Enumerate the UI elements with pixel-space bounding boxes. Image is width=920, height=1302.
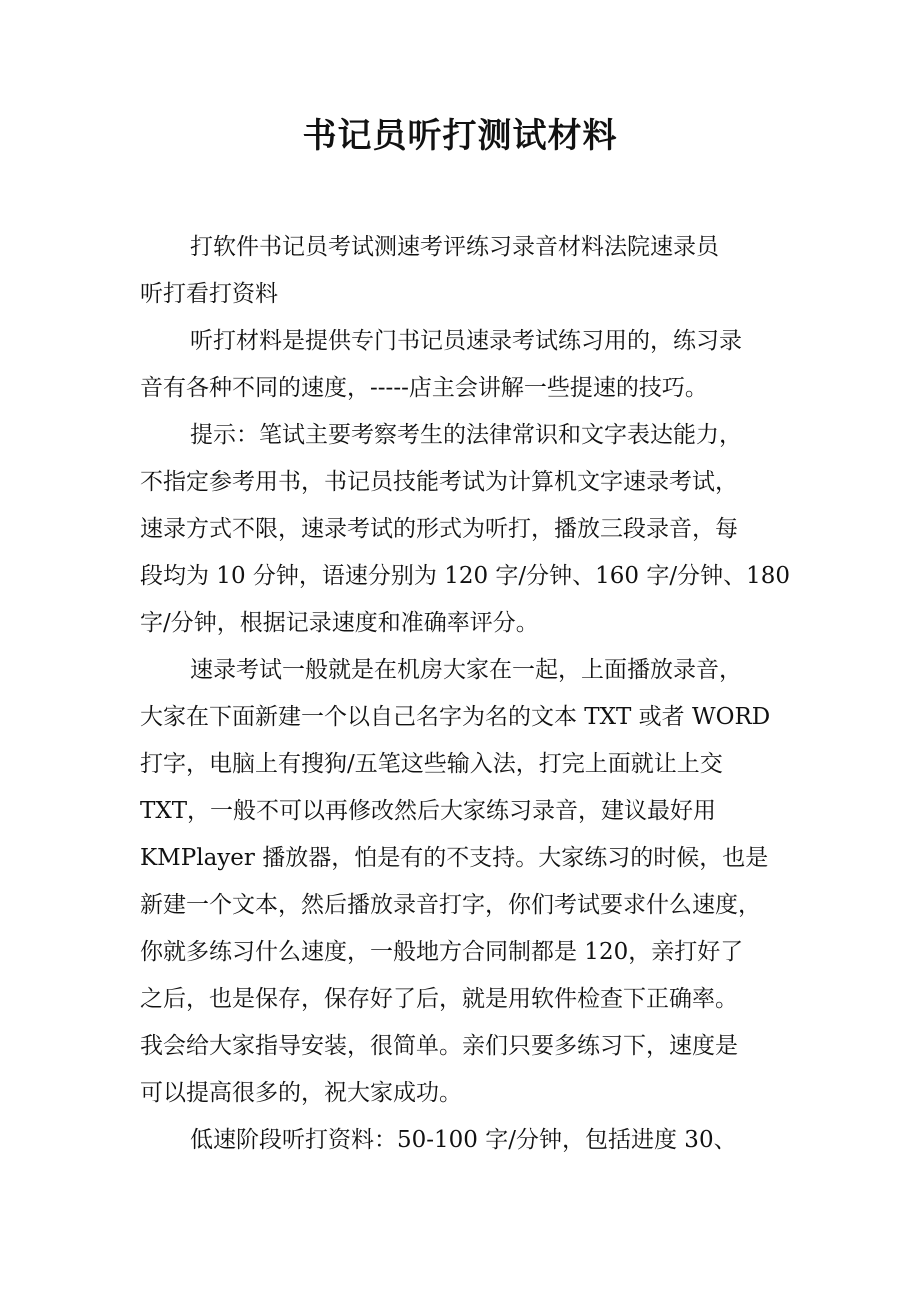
- paragraph-line: 可以提高很多的，祝大家成功。: [140, 1080, 462, 1106]
- paragraph-line: TXT，一般不可以再修改然后大家练习录音，建议最好用: [140, 798, 717, 824]
- paragraph-line: 速录考试一般就是在机房大家在一起，上面播放录音，: [190, 657, 742, 683]
- paragraph-line: 字/分钟，根据记录速度和准确率评分。: [140, 610, 539, 636]
- paragraph-line: 大家在下面新建一个以自己名字为名的文本 TXT 或者 WORD: [140, 704, 771, 730]
- paragraph-line: 不指定参考用书，书记员技能考试为计算机文字速录考试，: [140, 469, 738, 495]
- paragraph-line: 打字，电脑上有搜狗/五笔这些输入法，打完上面就让上交: [140, 751, 723, 777]
- paragraph-line: 听打看打资料: [140, 281, 278, 307]
- paragraph-line: 听打材料是提供专门书记员速录考试练习用的，练习录: [190, 328, 742, 354]
- paragraph: [140, 412, 800, 647]
- document-body: [140, 224, 800, 1164]
- paragraph-line: 打软件书记员考试测速考评练习录音材料法院速录员: [190, 234, 719, 260]
- paragraph-line: 音有各种不同的速度，-----店主会讲解一些提速的技巧。: [140, 375, 708, 401]
- paragraph-line: 我会给大家指导安装，很简单。亲们只要多练习下，速度是: [140, 1033, 738, 1059]
- paragraph: [140, 647, 800, 1117]
- paragraph-line: 你就多练习什么速度，一般地方合同制都是 120，亲打好了: [140, 939, 744, 965]
- document-title: 书记员听打测试材料: [302, 116, 618, 156]
- paragraph-line: 提示：笔试主要考察考生的法律常识和文字表达能力，: [190, 422, 742, 448]
- paragraph-line: 之后，也是保存，保存好了后，就是用软件检查下正确率。: [140, 986, 738, 1012]
- paragraph: [140, 1117, 800, 1164]
- paragraph: [140, 224, 800, 318]
- paragraph-line: 新建一个文本，然后播放录音打字，你们考试要求什么速度，: [140, 892, 761, 918]
- paragraph: [140, 318, 800, 412]
- paragraph-line: 低速阶段听打资料：50-100 字/分钟，包括进度 30、: [190, 1127, 737, 1153]
- paragraph-line: KMPlayer 播放器，怕是有的不支持。大家练习的时候，也是: [140, 845, 769, 871]
- paragraph-line: 段均为 10 分钟，语速分别为 120 字/分钟、160 字/分钟、180: [140, 563, 791, 589]
- paragraph-line: 速录方式不限，速录考试的形式为听打，播放三段录音，每: [140, 516, 738, 542]
